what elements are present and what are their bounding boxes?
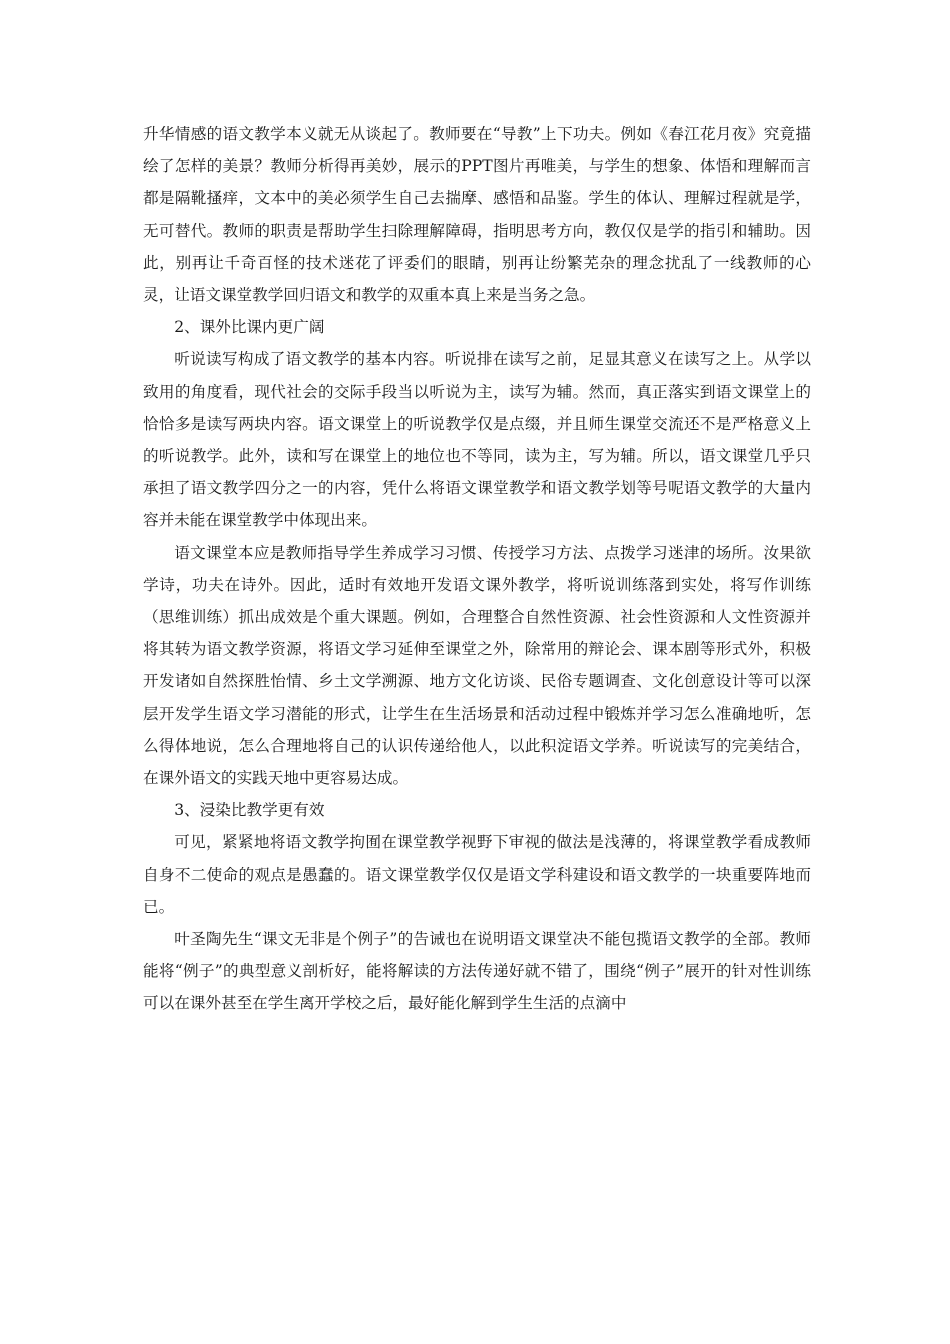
- paragraph-listening-speaking: 听说读写构成了语文教学的基本内容。听说排在读写之前，足显其意义在读写之上。从学以致用的角度看，现代社会的交际手段当以听说为主，读写为辅。然而，真正落实到语文课堂上的恰恰多是读写两块内容。语文课堂上的听说教学仅是点缀，并且师生课堂交流还不是严格意义上的听说教学。此外，读和写在课堂上的地位也不等同，读为主，写为辅。所以，语文课堂几乎只承担了语文教学四分之一的内容，凭什么将语文课堂教学和语文教学划等号呢语文教学的大量内容并未能在课堂教学中体现出来。: [143, 350, 811, 530]
- document-body: [143, 118, 811, 1020]
- paragraph-classroom-limits: 可见，紧紧地将语文教学拘囿在课堂教学视野下审视的做法是浅薄的，将课堂教学看成教师自身不二使命的观点是愚蠢的。语文课堂教学仅仅是语文学科建设和语文教学的一块重要阵地而已。: [143, 833, 811, 916]
- paragraph-continuation: 升华情感的语文教学本义就无从谈起了。教师要在“导教”上下功夫。例如《春江花月夜》究竟描绘了怎样的美景？教师分析得再美妙，展示的PPT图片再唯美，与学生的想象、体悟和理解而言都是隔靴搔痒，文本中的美必须学生自己去揣摩、感悟和品鉴。学生的体认、理解过程就是学，无可替代。教师的职责是帮助学生扫除理解障碍，指明思考方向，教仅仅是学的指引和辅助。因此，别再让千奇百怪的技术迷花了评委们的眼睛，别再让纷繁芜杂的理念扰乱了一线教师的心灵，让语文课堂教学回归语文和教学的双重本真上来是当务之急。: [143, 125, 811, 305]
- section-heading-2: 2、课外比课内更广阔: [174, 318, 325, 337]
- paragraph-ye-shengtao: 叶圣陶先生“课文无非是个例子”的告诫也在说明语文课堂决不能包揽语文教学的全部。教师能将“例子”的典型意义剖析好，能将解读的方法传递好就不错了，围绕“例子”展开的针对性训练可以在课外甚至在学生离开学校之后，最好能化解到学生生活的点滴中: [143, 930, 811, 1013]
- paragraph-extracurricular: 语文课堂本应是教师指导学生养成学习习惯、传授学习方法、点拨学习迷津的场所。汝果欲学诗，功夫在诗外。因此，适时有效地开发语文课外教学，将听说训练落到实处，将写作训练（思维训练）抓出成效是个重大课题。例如，合理整合自然性资源、社会性资源和人文性资源并将其转为语文教学资源，将语文学习延伸至课堂之外，除常用的辩论会、课本剧等形式外，积极开发诸如自然探胜怡情、乡土文学溯源、地方文化访谈、民俗专题调查、文化创意设计等可以深层开发学生语文学习潜能的形式，让学生在生活场景和活动过程中锻炼并学习怎么准确地听，怎么得体地说，怎么合理地将自己的认识传递给他人，以此积淀语文学养。听说读写的完美结合，在课外语文的实践天地中更容易达成。: [143, 543, 811, 788]
- section-heading-3: 3、浸染比教学更有效: [174, 801, 325, 820]
